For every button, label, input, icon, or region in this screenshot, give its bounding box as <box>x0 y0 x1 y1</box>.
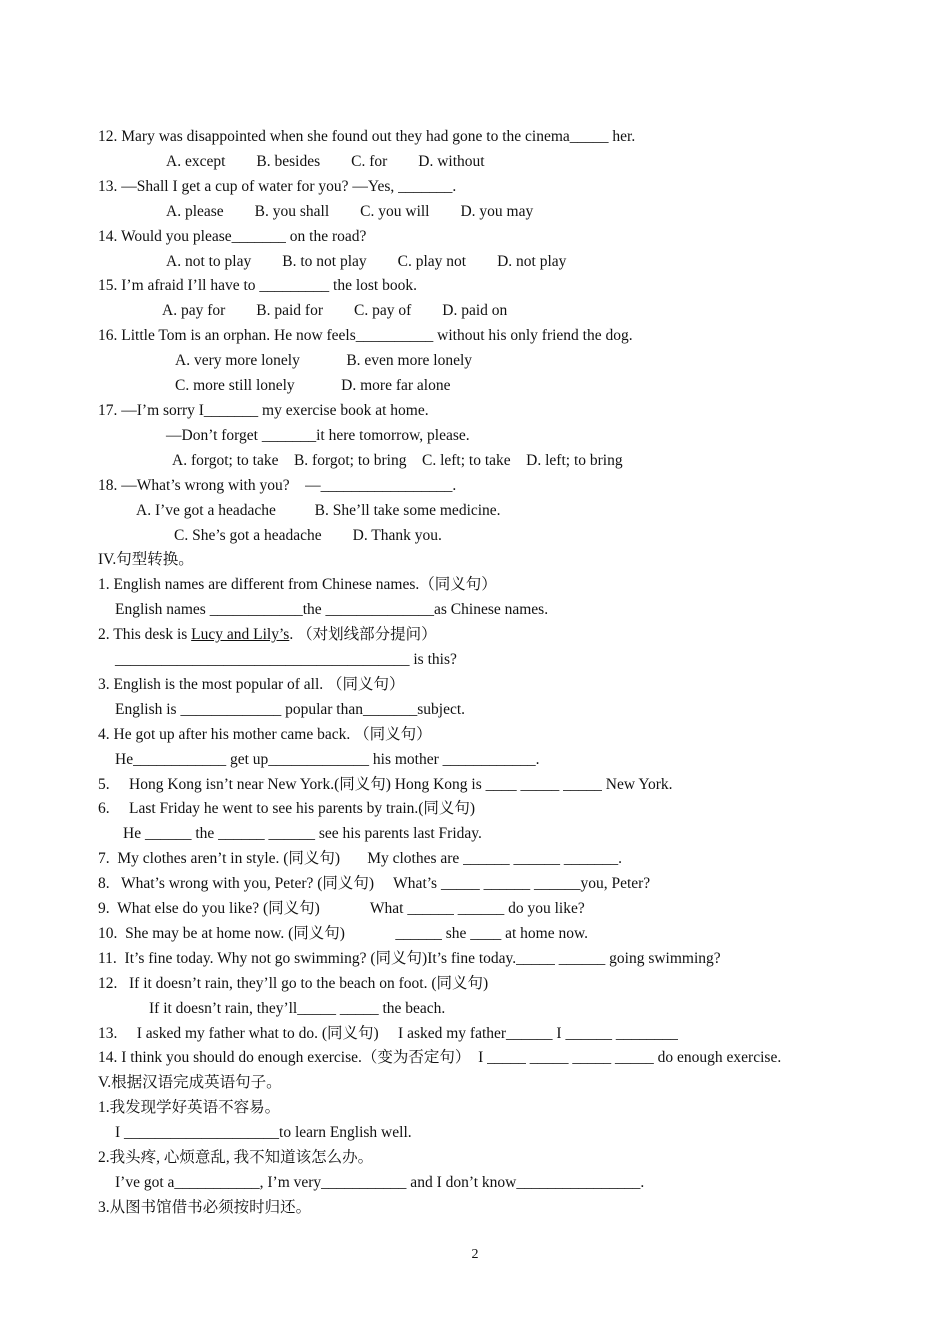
iv-2-prefix: 2. This desk is <box>98 626 192 643</box>
iv-2-text <box>98 625 437 645</box>
iv-4-text: 4. He got up after his mother came back. （同义句） <box>98 726 432 743</box>
iv-13-text: 13. I asked my father what to do. (同义句) I asked my father______ I ______ ________ <box>98 1025 678 1042</box>
q15-text: 15. I’m afraid I’ll have to _________ the lost book. <box>98 277 417 294</box>
v-1-answer: I ____________________to learn English well. <box>115 1124 412 1141</box>
iv-5-text: 5. Hong Kong isn’t near New York.(同义句) Hong Kong is ____ _____ _____ New York. <box>98 776 673 793</box>
q17-text: 17. —I’m sorry I_______ my exercise book at home. <box>98 402 429 419</box>
page-number: 2 <box>471 1247 479 1262</box>
section-v-heading: V.根据汉语完成英语句子。 <box>98 1074 282 1091</box>
q13-options: A. please B. you shall C. you will D. you may <box>166 203 534 220</box>
iv-2-answer: ______________________________________ is this? <box>115 651 457 668</box>
q14-options: A. not to play B. to not play C. play not D. not play <box>166 253 567 270</box>
q18-options-row1: A. I’ve got a headache B. She’ll take some medicine. <box>136 502 501 519</box>
q16-text: 16. Little Tom is an orphan. He now feels__________ without his only friend the dog. <box>98 327 633 344</box>
iv-1-text: 1. English names are different from Chinese names.（同义句） <box>98 576 497 593</box>
q16-options-row1: A. very more lonely B. even more lonely <box>175 352 473 369</box>
iv-7-text: 7. My clothes aren’t in style. (同义句) My clothes are ______ ______ _______. <box>98 850 623 867</box>
iv-2-suffix: . （对划线部分提问） <box>289 626 437 643</box>
q16-options-row2: C. more still lonely D. more far alone <box>175 377 451 394</box>
v-2-answer: I’ve got a___________, I’m very___________ and I don’t know________________. <box>115 1174 645 1191</box>
iv-3-answer: English is _____________ popular than_______subject. <box>115 701 466 718</box>
iv-12-answer: If it doesn’t rain, they’ll_____ _____ the beach. <box>149 1000 446 1017</box>
iv-14-text: 14. I think you should do enough exercise.（变为否定句） I _____ _____ _____ _____ do enough exercise. <box>98 1049 782 1066</box>
section-iv-heading: IV.句型转换。 <box>98 551 194 568</box>
iv-6-answer: He ______ the ______ ______ see his parents last Friday. <box>123 825 482 842</box>
iv-10-text: 10. She may be at home now. (同义句) ______ she ____ at home now. <box>98 925 589 942</box>
iv-3-text: 3. English is the most popular of all. （同义句） <box>98 676 405 693</box>
iv-1-answer: English names ____________the ______________as Chinese names. <box>115 601 549 618</box>
iv-8-text: 8. What’s wrong with you, Peter? (同义句) What’s _____ ______ ______you, Peter? <box>98 875 651 892</box>
q18-options-row2: C. She’s got a headache D. Thank you. <box>174 527 442 544</box>
q14-text: 14. Would you please_______ on the road? <box>98 228 367 245</box>
q12-text: 12. Mary was disappointed when she found out they had gone to the cinema_____ her. <box>98 128 636 145</box>
q17-options: A. forgot; to take B. forgot; to bring C. left; to take D. left; to bring <box>172 452 623 469</box>
v-3-prompt: 3.从图书馆借书必须按时归还。 <box>98 1199 312 1216</box>
q18-text: 18. —What’s wrong with you? —_________________. <box>98 477 457 494</box>
iv-4-answer: He____________ get up_____________ his mother ____________. <box>115 751 540 768</box>
iv-9-text: 9. What else do you like? (同义句) What ______ ______ do you like? <box>98 900 585 917</box>
q13-text: 13. —Shall I get a cup of water for you? —Yes, _______. <box>98 178 457 195</box>
q15-options: A. pay for B. paid for C. pay of D. paid on <box>162 302 508 319</box>
iv-12-text: 12. If it doesn’t rain, they’ll go to the beach on foot. (同义句) <box>98 975 489 992</box>
v-2-prompt: 2.我头疼, 心烦意乱, 我不知道该怎么办。 <box>98 1149 374 1166</box>
q12-options: A. except B. besides C. for D. without <box>166 153 485 170</box>
q17-reply: —Don’t forget _______it here tomorrow, please. <box>166 427 470 444</box>
iv-6-text: 6. Last Friday he went to see his parents by train.(同义句) <box>98 800 476 817</box>
iv-2-underlined: Lucy and Lily’s <box>191 626 290 643</box>
v-1-prompt: 1.我发现学好英语不容易。 <box>98 1099 281 1116</box>
iv-11-text: 11. It’s fine today. Why not go swimming? (同义句)It’s fine today._____ ______ going swimming? <box>98 950 721 967</box>
